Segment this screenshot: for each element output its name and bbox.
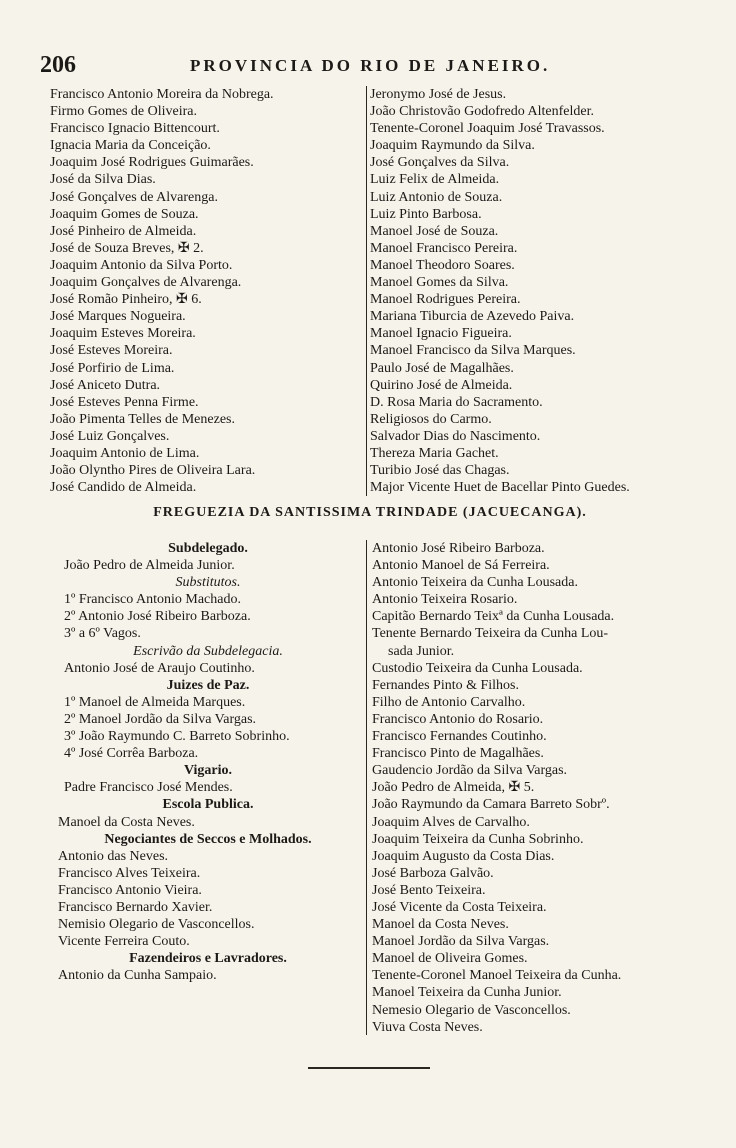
vigario-heading: Vigario. (183, 763, 233, 779)
list-item: José Esteves Moreira. (50, 343, 173, 359)
list-item: José Marques Nogueira. (50, 309, 186, 325)
list-item: Jeronymo José de Jesus. (370, 87, 507, 102)
list-item: Thereza Maria Gachet. (370, 445, 499, 461)
bottom-right-column (372, 540, 702, 1036)
list-item: sada Junior. (388, 643, 455, 659)
list-item: Manoel Ignacio Figueira. (370, 326, 512, 342)
list-item: José Pinheiro de Almeida. (50, 223, 197, 239)
list-item: Viuva Costa Neves. (372, 1019, 483, 1035)
list-item: Tenente-Coronel Manoel Teixeira da Cunha. (372, 968, 622, 984)
escola-heading: Escola Publica. (162, 797, 254, 813)
list-item: João Pedro de Almeida, ✠ 5. (372, 780, 535, 796)
list-item: Joaquim José Rodrigues Guimarães. (50, 155, 254, 171)
list-item: Luiz Felix de Almeida. (370, 172, 500, 188)
list-item: Religiosos do Carmo. (370, 411, 492, 427)
list-item: José Luiz Gonçalves. (50, 428, 170, 444)
list-item: Joaquim Raymundo da Silva. (370, 138, 535, 154)
bottom-left-column (58, 540, 358, 984)
list-item: José Gonçalves da Silva. (370, 155, 510, 171)
list-item: Manoel de Oliveira Gomes. (372, 951, 528, 967)
list-item: Antonio Teixeira da Cunha Lousada. (372, 575, 578, 591)
list-item: Francisco Antonio Vieira. (58, 882, 202, 898)
list-item: José Barboza Galvão. (372, 865, 494, 881)
list-item: Joaquim Antonio de Lima. (50, 445, 200, 461)
escrivao-name: Antonio José de Araujo Coutinho. (64, 660, 255, 676)
column-divider (366, 540, 367, 1035)
list-item: Fernandes Pinto & Filhos. (372, 677, 520, 693)
list-item: João Raymundo da Camara Barreto Sobrº. (372, 797, 610, 813)
list-item: José Bento Teixeira. (372, 882, 486, 898)
list-item: Antonio da Cunha Sampaio. (58, 968, 217, 984)
list-item: Francisco Fernandes Coutinho. (372, 729, 547, 745)
column-divider (366, 86, 367, 496)
list-item: Filho de Antonio Carvalho. (372, 694, 526, 710)
list-item: João Christovão Godofredo Altenfelder. (370, 104, 594, 120)
negociantes-heading: Negociantes de Seccos e Molhados. (104, 831, 312, 847)
list-item: Antonio Manoel de Sá Ferreira. (372, 558, 550, 574)
list-item: Manoel Jordão da Silva Vargas. (372, 934, 550, 950)
list-item: Francisco Bernardo Xavier. (58, 899, 213, 915)
list-item: Joaquim Alves de Carvalho. (372, 814, 530, 830)
list-item: Tenente Bernardo Teixeira da Cunha Lou- (372, 626, 609, 642)
list-item: Manoel Rodrigues Pereira. (370, 292, 521, 308)
list-item: José da Silva Dias. (50, 172, 156, 188)
section-title: FREGUEZIA DA SANTISSIMA TRINDADE (JACUECANGA). (153, 505, 587, 520)
list-item: Nemisio Olegario de Vasconcellos. (58, 917, 255, 933)
list-item: Vicente Ferreira Couto. (58, 934, 190, 950)
list-item: Quirino José de Almeida. (370, 377, 513, 393)
top-right-column (370, 86, 700, 496)
list-item: Francisco Ignacio Bittencourt. (50, 121, 220, 137)
list-item: José Candido de Almeida. (50, 480, 197, 496)
list-item: Gaudencio Jordão da Silva Vargas. (372, 763, 568, 779)
list-item: Antonio das Neves. (58, 848, 169, 864)
list-item: 3º João Raymundo C. Barreto Sobrinho. (64, 729, 290, 745)
list-item: 1º Manoel de Almeida Marques. (64, 694, 246, 710)
list-item: D. Rosa Maria do Sacramento. (370, 394, 543, 410)
list-item: Salvador Dias do Nascimento. (370, 428, 541, 444)
vigario-name: Padre Francisco José Mendes. (64, 780, 233, 796)
escrivao-heading: Escrivão da Subdelegacia. (133, 643, 283, 659)
list-item: José Porfirio de Lima. (50, 360, 175, 376)
list-item: José Romão Pinheiro, ✠ 6. (50, 292, 202, 308)
list-item: Ignacia Maria da Conceição. (50, 138, 211, 154)
list-item: Antonio José Ribeiro Barboza. (372, 541, 545, 556)
list-item: 1º Francisco Antonio Machado. (64, 592, 241, 608)
footer-rule (308, 1067, 430, 1069)
list-item: 4º José Corrêa Barboza. (64, 746, 199, 762)
list-item: 2º Manoel Jordão da Silva Vargas. (64, 711, 257, 727)
list-item: Francisco Antonio Moreira da Nobrega. (50, 87, 274, 102)
list-item: Manoel Francisco da Silva Marques. (370, 343, 576, 359)
list-item: José Esteves Penna Firme. (50, 394, 199, 410)
list-item: Joaquim Teixeira da Cunha Sobrinho. (372, 831, 584, 847)
list-item: Joaquim Esteves Moreira. (50, 326, 196, 342)
top-left-column (50, 86, 360, 496)
list-item: Luiz Antonio de Souza. (370, 189, 503, 205)
list-item: Antonio Teixeira Rosario. (372, 592, 518, 608)
list-item: 3º a 6º Vagos. (64, 626, 141, 642)
juizes-heading: Juizes de Paz. (166, 677, 250, 693)
list-item: João Olyntho Pires de Oliveira Lara. (50, 463, 256, 479)
escola-name: Manoel da Costa Neves. (58, 814, 195, 830)
subdelegado-heading: Subdelegado. (168, 541, 248, 556)
list-item: Mariana Tiburcia de Azevedo Paiva. (370, 309, 575, 325)
list-item: Joaquim Augusto da Costa Dias. (372, 848, 555, 864)
list-item: Joaquim Gonçalves de Alvarenga. (50, 275, 242, 291)
list-item: Nemesio Olegario de Vasconcellos. (372, 1002, 571, 1018)
list-item: Manoel José de Souza. (370, 223, 499, 239)
list-item: Joaquim Antonio da Silva Porto. (50, 257, 233, 273)
list-item: Manoel Gomes da Silva. (370, 275, 509, 291)
list-item: Capitão Bernardo Teixª da Cunha Lousada. (372, 609, 615, 625)
page-number: 206 (40, 52, 76, 78)
list-item: Manoel Francisco Pereira. (370, 240, 518, 256)
list-item: Tenente-Coronel Joaquim José Travassos. (370, 121, 605, 137)
list-item: Francisco Alves Teixeira. (58, 865, 201, 881)
list-item: José Gonçalves de Alvarenga. (50, 189, 218, 205)
list-item: Manoel da Costa Neves. (372, 917, 509, 933)
list-item: Joaquim Gomes de Souza. (50, 206, 199, 222)
list-item: Firmo Gomes de Oliveira. (50, 104, 197, 120)
list-item: Turibio José das Chagas. (370, 463, 510, 479)
page-header (40, 52, 690, 82)
list-item: José Aniceto Dutra. (50, 377, 161, 393)
list-item: 2º Antonio José Ribeiro Barboza. (64, 609, 251, 625)
list-item: Francisco Antonio do Rosario. (372, 711, 544, 727)
list-item: Manoel Theodoro Soares. (370, 257, 515, 273)
list-item: Francisco Pinto de Magalhães. (372, 746, 544, 762)
subdelegado-name: João Pedro de Almeida Junior. (64, 558, 235, 574)
list-item: Luiz Pinto Barbosa. (370, 206, 482, 222)
list-item: Major Vicente Huet de Bacellar Pinto Guedes. (370, 480, 630, 496)
list-item: Custodio Teixeira da Cunha Lousada. (372, 660, 583, 676)
list-item: Paulo José de Magalhães. (370, 360, 514, 376)
list-item: José de Souza Breves, ✠ 2. (50, 240, 204, 256)
substitutos-heading: Substitutos. (175, 575, 241, 591)
fazendeiros-heading: Fazendeiros e Lavradores. (129, 951, 287, 967)
list-item: João Pimenta Telles de Menezes. (50, 411, 235, 427)
list-item: Manoel Teixeira da Cunha Junior. (372, 985, 562, 1001)
list-item: José Vicente da Costa Teixeira. (372, 899, 547, 915)
running-title: PROVINCIA DO RIO DE JANEIRO. (190, 56, 551, 75)
